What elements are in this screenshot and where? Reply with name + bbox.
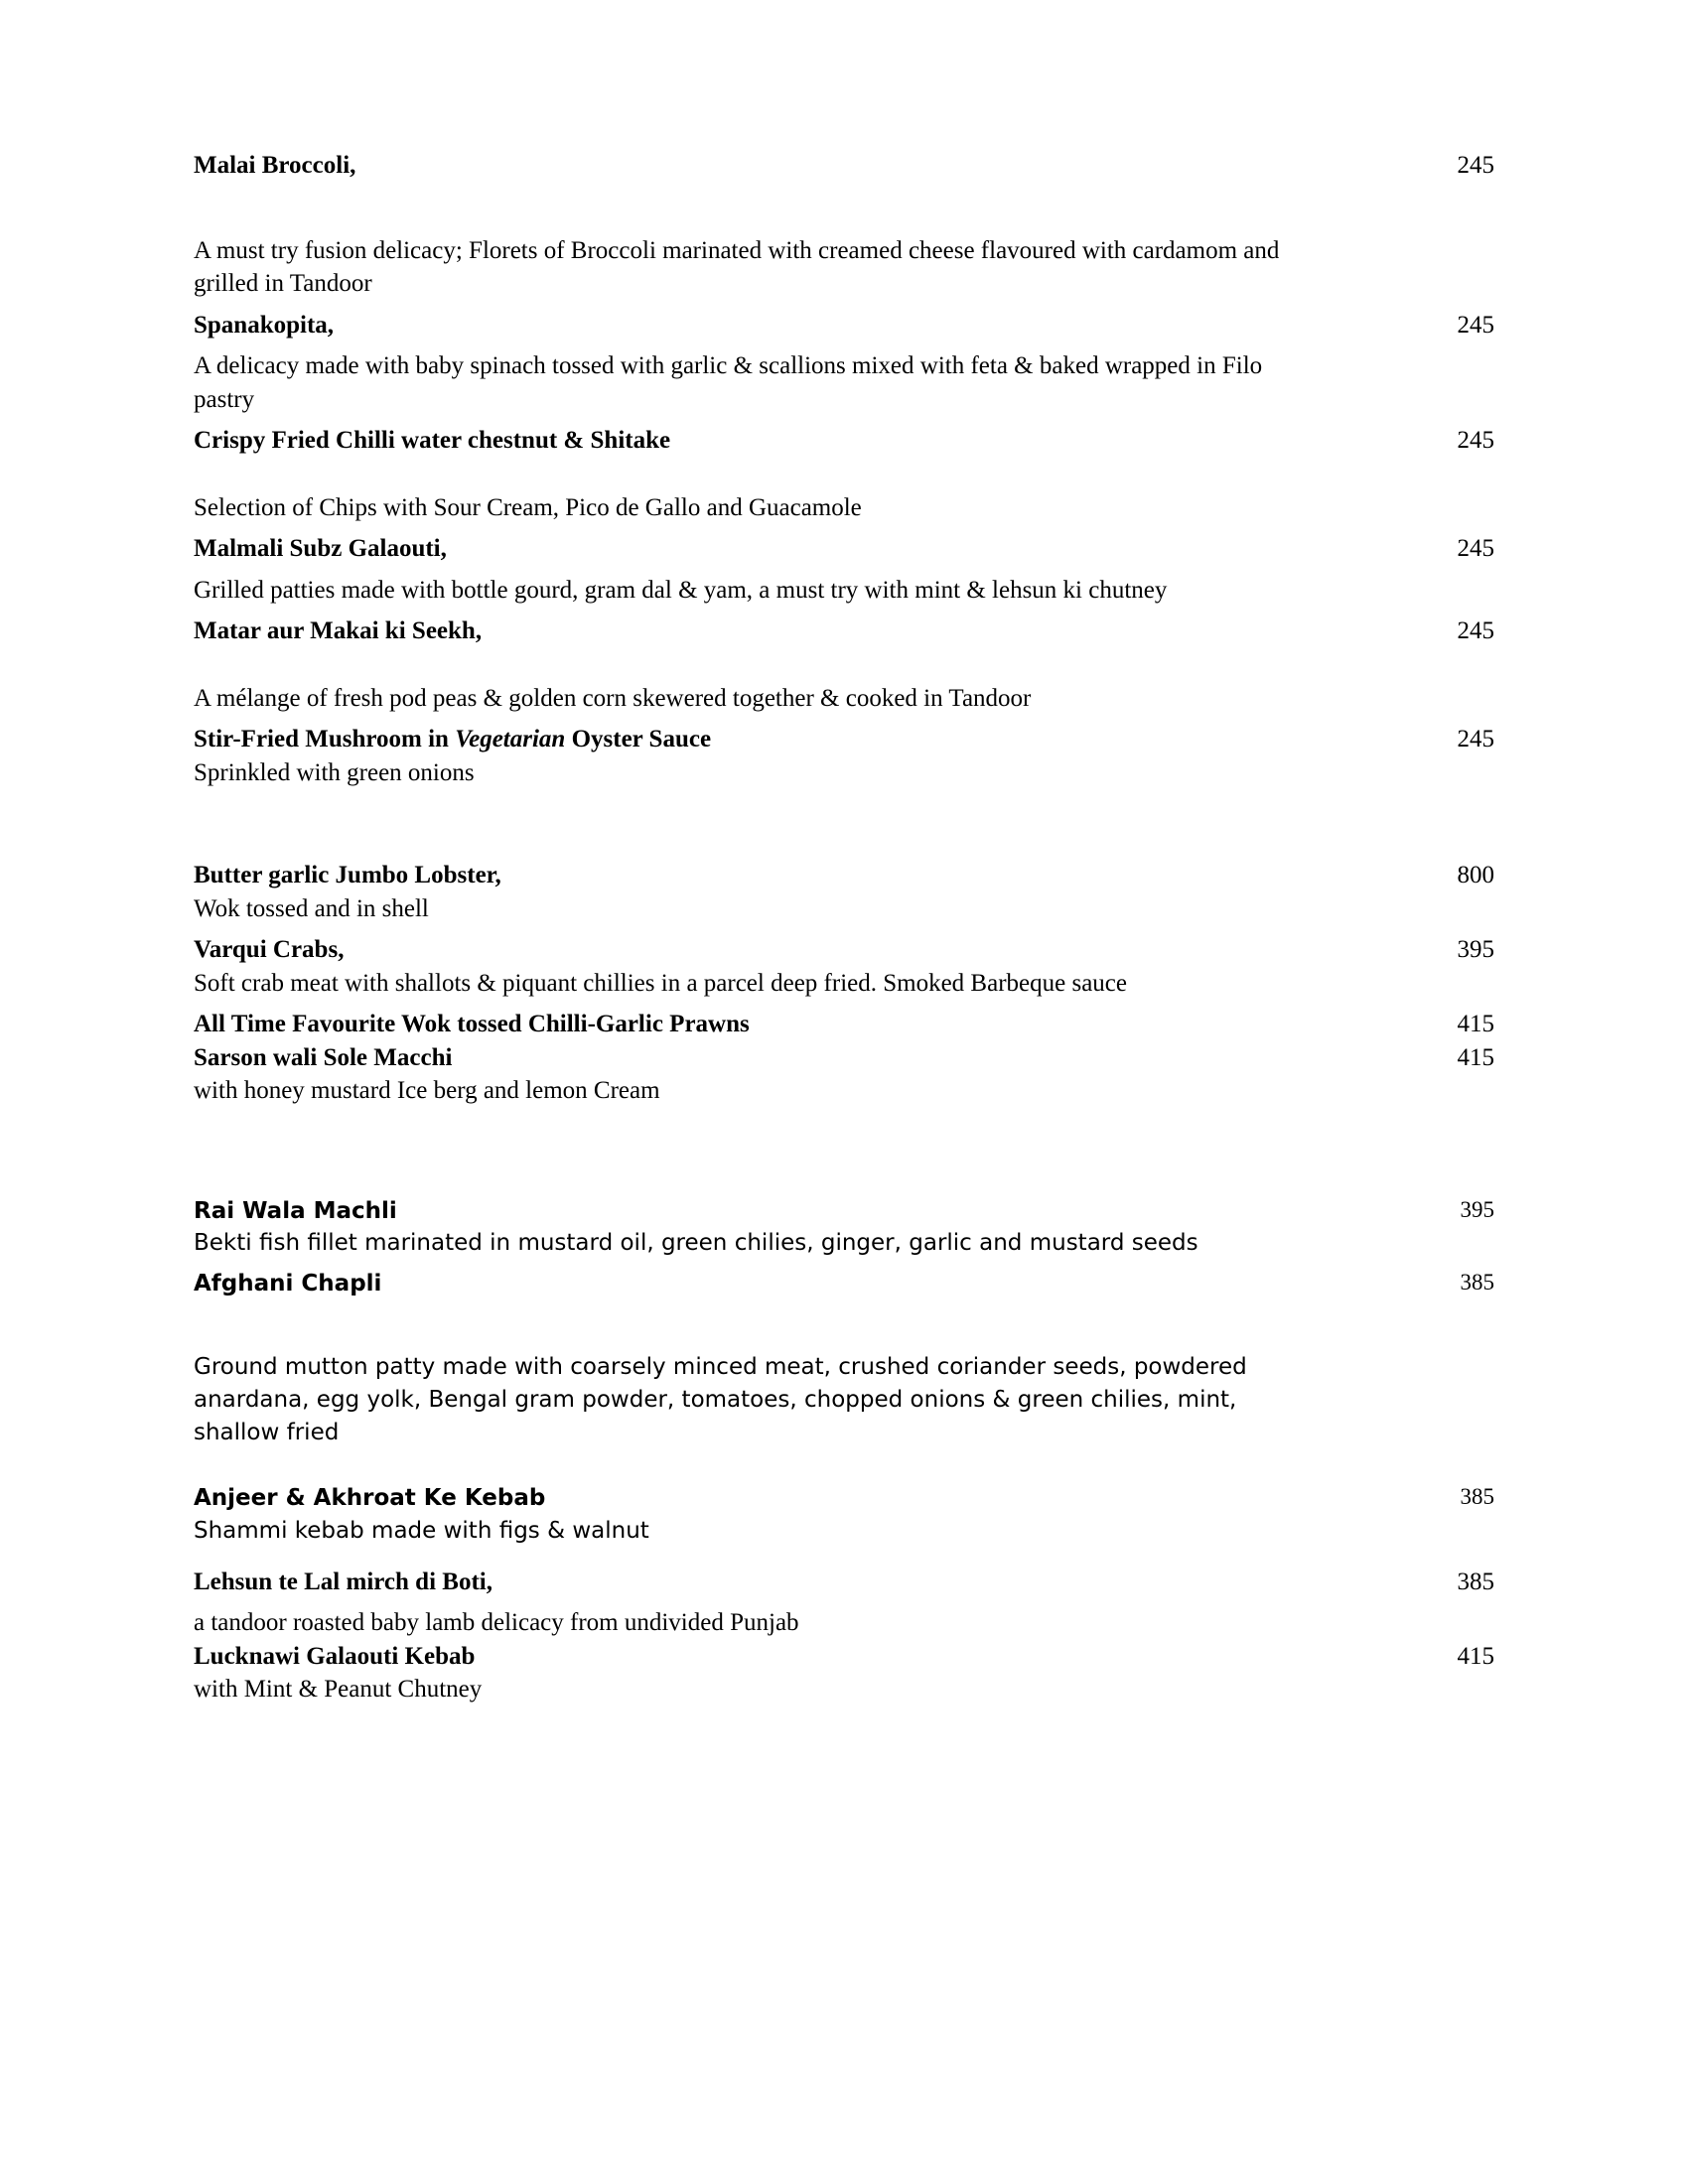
item-price: 245 — [1457, 726, 1494, 752]
menu-section-non-veg-kebabs — [194, 1195, 1494, 1548]
item-price: 385 — [1457, 1568, 1494, 1595]
item-price: 385 — [1460, 1484, 1494, 1510]
item-name: Rai Wala Machli — [194, 1197, 397, 1224]
item-description: Bekti fish fillet marinated in mustard oil, green chilies, ginger, garlic and mustard seeds — [194, 1230, 1198, 1257]
spacer — [194, 458, 1494, 491]
spacer — [194, 183, 1494, 234]
menu-item-row — [194, 532, 1494, 566]
item-name: Varqui Crabs, — [194, 936, 345, 963]
item-name: All Time Favourite Wok tossed Chilli-Garlic Prawns — [194, 1011, 750, 1037]
item-description: Shammi kebab made with figs & walnut — [194, 1518, 649, 1545]
menu-item-list — [194, 149, 1494, 1706]
item-price: 245 — [1457, 311, 1494, 339]
menu-item-row — [194, 1268, 1494, 1300]
menu-item-row — [194, 1640, 1494, 1674]
item-name: Lehsun te Lal mirch di Boti, — [194, 1568, 492, 1595]
item-description: A delicacy made with baby spinach tossed with garlic & scallions mixed with feta & baked wrapped in Filo pastry — [194, 352, 1263, 413]
item-description: Soft crab meat with shallots & piquant chillies in a parcel deep fried. Smoked Barbeque sauce — [194, 969, 1127, 997]
menu-item-row — [194, 859, 1494, 892]
spacer — [194, 1598, 1494, 1606]
item-price: 395 — [1460, 1196, 1494, 1222]
spacer — [194, 1000, 1494, 1008]
item-price: 395 — [1457, 936, 1494, 963]
menu-section-vegetarian-starters — [194, 149, 1494, 789]
spacer — [194, 524, 1494, 532]
spacer — [194, 1108, 1494, 1177]
item-price: 415 — [1457, 1011, 1494, 1037]
item-description: Wok tossed and in shell — [194, 894, 429, 922]
spacer — [194, 341, 1494, 349]
menu-item-row — [194, 614, 1494, 648]
menu-item-row — [194, 933, 1494, 967]
menu-section-seafood-starters — [194, 859, 1494, 1108]
item-description: A must try fusion delicacy; Florets of Broccoli marinated with creamed cheese flavoured with cardamom and grilled in Tandoor — [194, 236, 1280, 297]
menu-item-row — [194, 309, 1494, 342]
menu-item-row — [194, 723, 1494, 756]
spacer — [194, 1299, 1494, 1351]
item-name: Spanakopita, — [194, 311, 335, 339]
item-name: Crispy Fried Chilli water chestnut & Shitake — [194, 427, 671, 454]
spacer — [194, 1260, 1494, 1268]
item-description: Ground mutton patty made with coarsely minced meat, crushed coriander seeds, powdered anardana, egg yolk, Bengal gram powder, tomatoes, chopped onions & green chilies, mint, shallow fried — [194, 1354, 1247, 1445]
item-name-part: Oyster Sauce — [565, 726, 712, 752]
menu-item-row — [194, 1566, 1494, 1599]
item-price: 245 — [1457, 617, 1494, 644]
item-name-part: Stir-Fried Mushroom in — [194, 726, 456, 752]
item-description: with honey mustard Ice berg and lemon Cream — [194, 1077, 660, 1104]
item-description: Sprinkled with green onions — [194, 758, 475, 786]
item-name — [194, 723, 711, 756]
spacer — [194, 416, 1494, 424]
menu-item-row — [194, 149, 1494, 183]
spacer — [194, 1548, 1494, 1566]
item-name: Afghani Chapli — [194, 1270, 382, 1297]
spacer — [194, 607, 1494, 614]
spacer — [194, 1448, 1494, 1482]
item-name: Butter garlic Jumbo Lobster, — [194, 862, 501, 888]
item-description: a tandoor roasted baby lamb delicacy from undivided Punjab — [194, 1609, 799, 1637]
item-price: 245 — [1457, 427, 1494, 454]
spacer — [194, 1177, 1494, 1195]
menu-item-row — [194, 424, 1494, 458]
item-name: Matar aur Makai ki Seekh, — [194, 617, 483, 644]
menu-item-row — [194, 1041, 1494, 1075]
item-price: 245 — [1457, 152, 1494, 179]
item-price: 245 — [1457, 535, 1494, 562]
item-price: 415 — [1457, 1043, 1494, 1071]
menu-item-row — [194, 1008, 1494, 1041]
spacer — [194, 648, 1494, 682]
menu-item-row — [194, 1195, 1494, 1228]
menu-item-row — [194, 1482, 1494, 1515]
spacer — [194, 566, 1494, 574]
item-name: Malai Broccoli, — [194, 152, 356, 179]
spacer — [194, 301, 1494, 309]
menu-section-lamb-kebabs — [194, 1566, 1494, 1706]
item-price: 800 — [1457, 862, 1494, 888]
item-name: Anjeer & Akhroat Ke Kebab — [194, 1485, 546, 1512]
spacer — [194, 715, 1494, 723]
item-price: 385 — [1460, 1269, 1494, 1295]
item-description: Selection of Chips with Sour Cream, Pico de Gallo and Guacamole — [194, 493, 862, 521]
item-description: Grilled patties made with bottle gourd, gram dal & yam, a must try with mint & lehsun ki chutney — [194, 576, 1168, 604]
spacer — [194, 789, 1494, 859]
item-name: Malmali Subz Galaouti, — [194, 535, 447, 562]
item-price: 415 — [1457, 1642, 1494, 1670]
spacer — [194, 925, 1494, 933]
item-description: A mélange of fresh pod peas & golden corn skewered together & cooked in Tandoor — [194, 684, 1032, 712]
item-name: Sarson wali Sole Macchi — [194, 1043, 453, 1071]
item-description: with Mint & Peanut Chutney — [194, 1676, 483, 1704]
item-name: Lucknawi Galaouti Kebab — [194, 1642, 476, 1670]
item-name-part-italic: Vegetarian — [455, 726, 566, 752]
